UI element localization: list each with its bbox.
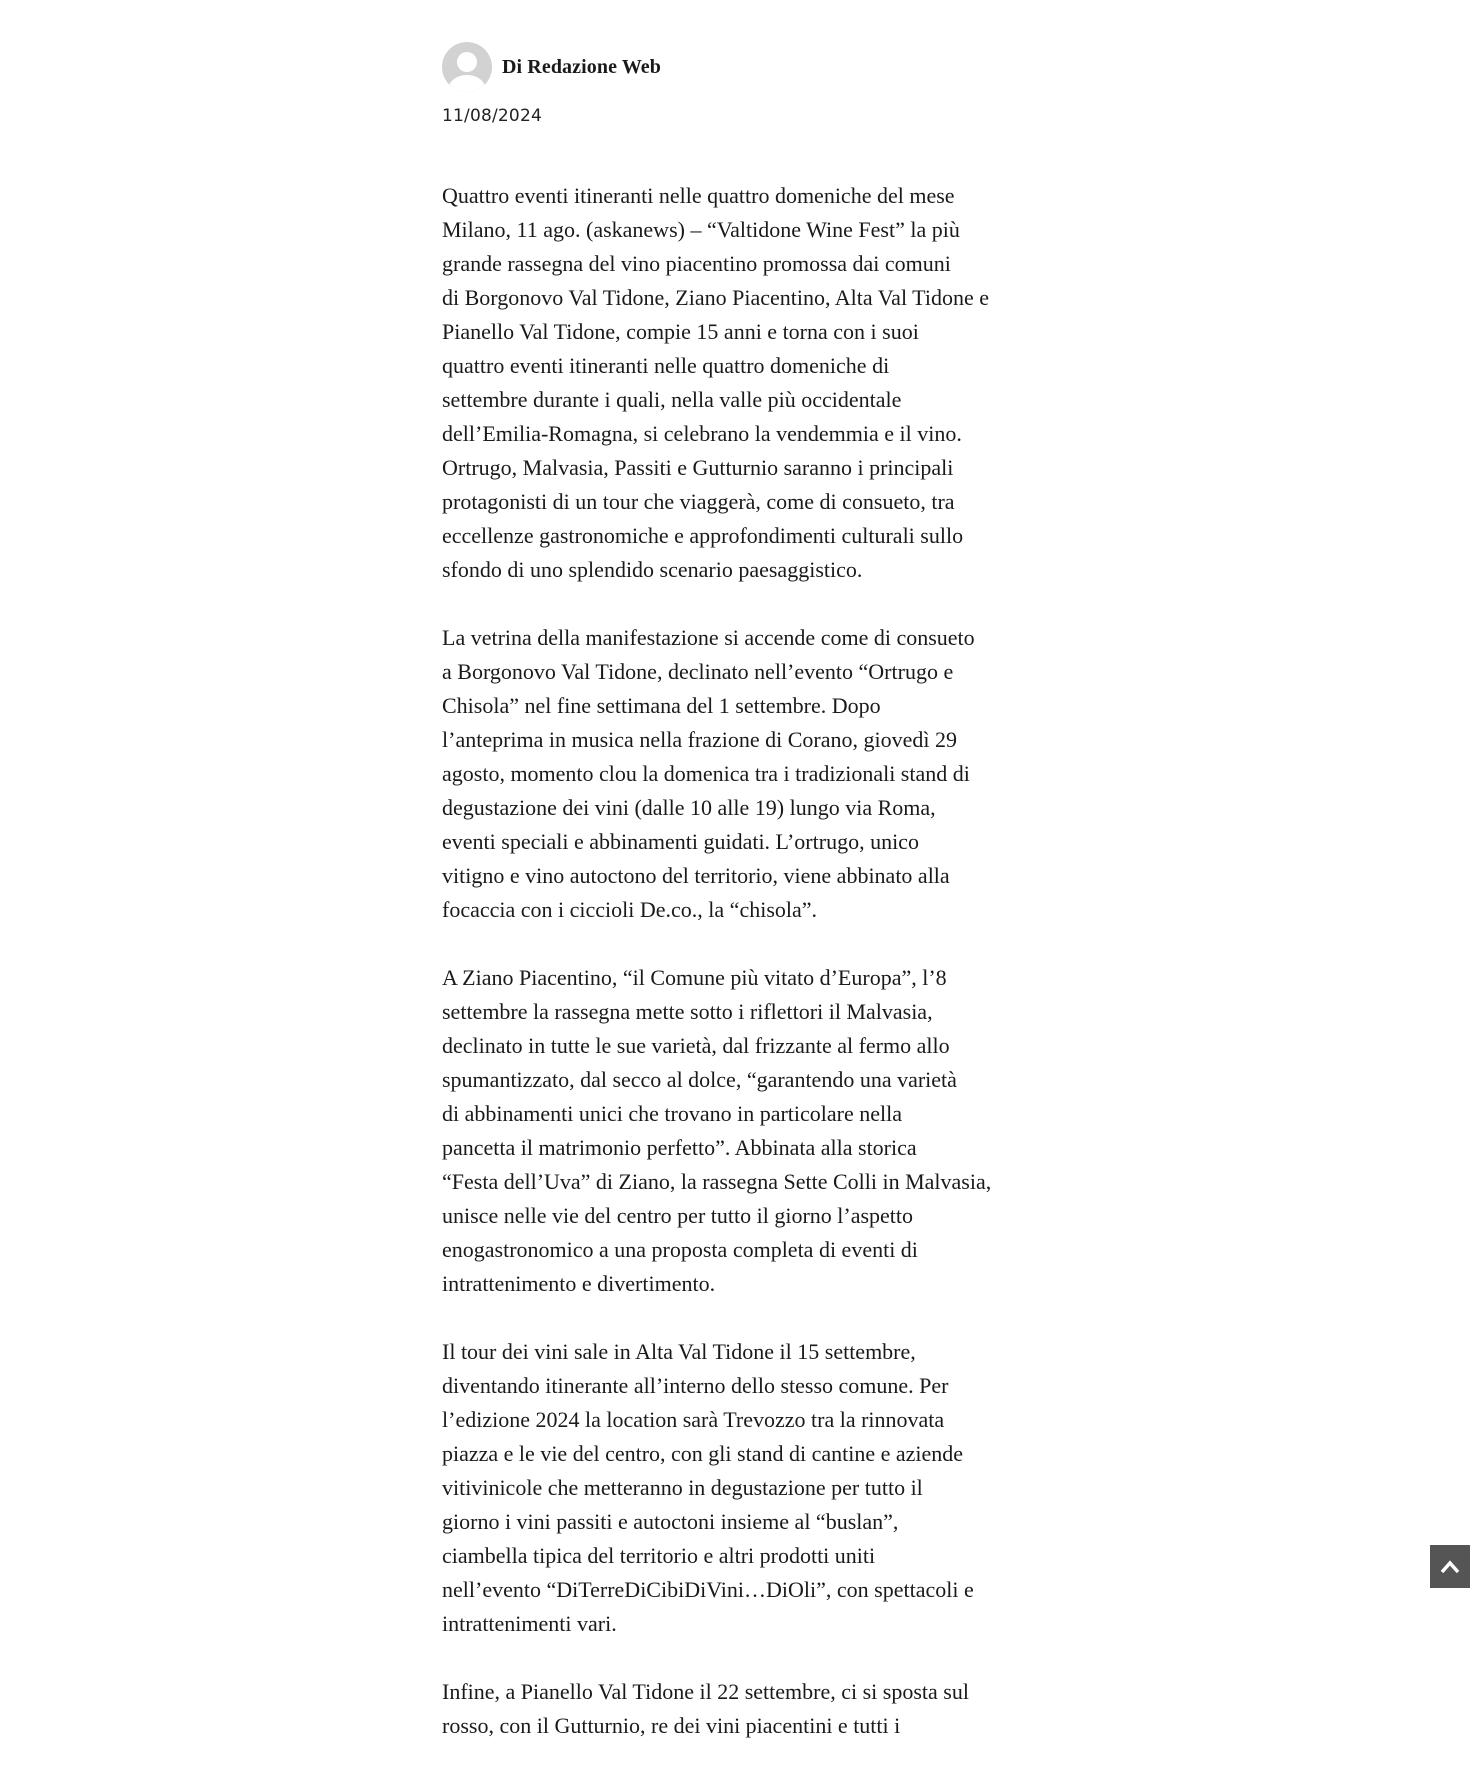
author-name[interactable]: Di Redazione Web [502,55,662,78]
article-paragraph: Infine, a Pianello Val Tidone il 22 settembre, ci si sposta sul rosso, con il Gutturnio, re dei vini piacentini e tutti i [442,1679,969,1738]
article-paragraph: Il tour dei vini sale in Alta Val Tidone il 15 settembre, diventando itinerante all’interno dello stesso comune. Per l’edizione 2024 la location sarà Trevozzo tra la rinnovata piazza e le vie del centro, con gli stand di cantine e aziende vitivinicole che metteranno in degustazione per tutto il giorno i vini passiti e autoctoni insieme al “buslan”, ciambella tipica del territorio e altri prodotti uniti nell’evento “DiTerreDiCibiDiVini…DiOli”, con spettacoli e intrattenimenti vari. [442,1339,974,1636]
article-paragraph: Quattro eventi itineranti nelle quattro domeniche del mese Milano, 11 ago. (askanews) – “Valtidone Wine Fest” la più grande rassegna del vino piacentino promossa dai comuni di Borgonovo Val Tidone, Ziano Piacentino, Alta Val Tidone e Pianello Val Tidone, compie 15 anni e torna con i suoi quattro eventi itineranti nelle quattro domeniche di settembre durante i quali, nella valle più occidentale dell’Emilia-Romagna, si celebrano la vendemmia e il vino. Ortrugo, Malvasia, Passiti e Gutturnio saranno i principali protagonisti di un tour che viaggerà, come di consueto, tra eccellenze gastronomiche e approfondimenti culturali sullo sfondo di uno splendido scenario paesaggistico. [442,183,989,582]
article [442,42,1042,1777]
publish-date: 11/08/2024 [442,106,542,126]
user-avatar-icon [442,42,492,92]
article-paragraph: A Ziano Piacentino, “il Comune più vitato d’Europa”, l’8 settembre la rassegna mette sotto i riflettori il Malvasia, declinato in tutte le sue varietà, dal frizzante al fermo allo spumantizzato, dal secco al dolce, “garantendo una varietà di abbinamenti unici che trovano in particolare nella pancetta il matrimonio perfetto”. Abbinata alla storica “Festa dell’Uva” di Ziano, la rassegna Sette Colli in Malvasia, unisce nelle vie del centro per tutto il giorno l’aspetto enogastronomico a una proposta completa di eventi di intrattenimento e divertimento. [442,965,992,1296]
author-byline [442,42,1042,92]
chevron-up-icon [1440,1560,1460,1574]
article-paragraph: La vetrina della manifestazione si accende come di consueto a Borgonovo Val Tidone, declinato nell’evento “Ortrugo e Chisola” nel fine settimana del 1 settembre. Dopo l’anteprima in musica nella frazione di Corano, giovedì 29 agosto, momento clou la domenica tra i tradizionali stand di degustazione dei vini (dalle 10 alle 19) lungo via Roma, eventi speciali e abbinamenti guidati. L’ortrugo, unico vitigno e vino autoctono del territorio, viene abbinato alla focaccia con i ciccioli De.co., la “chisola”. [442,625,975,922]
scroll-to-top-button[interactable] [1430,1545,1470,1588]
article-body [442,145,1042,1777]
